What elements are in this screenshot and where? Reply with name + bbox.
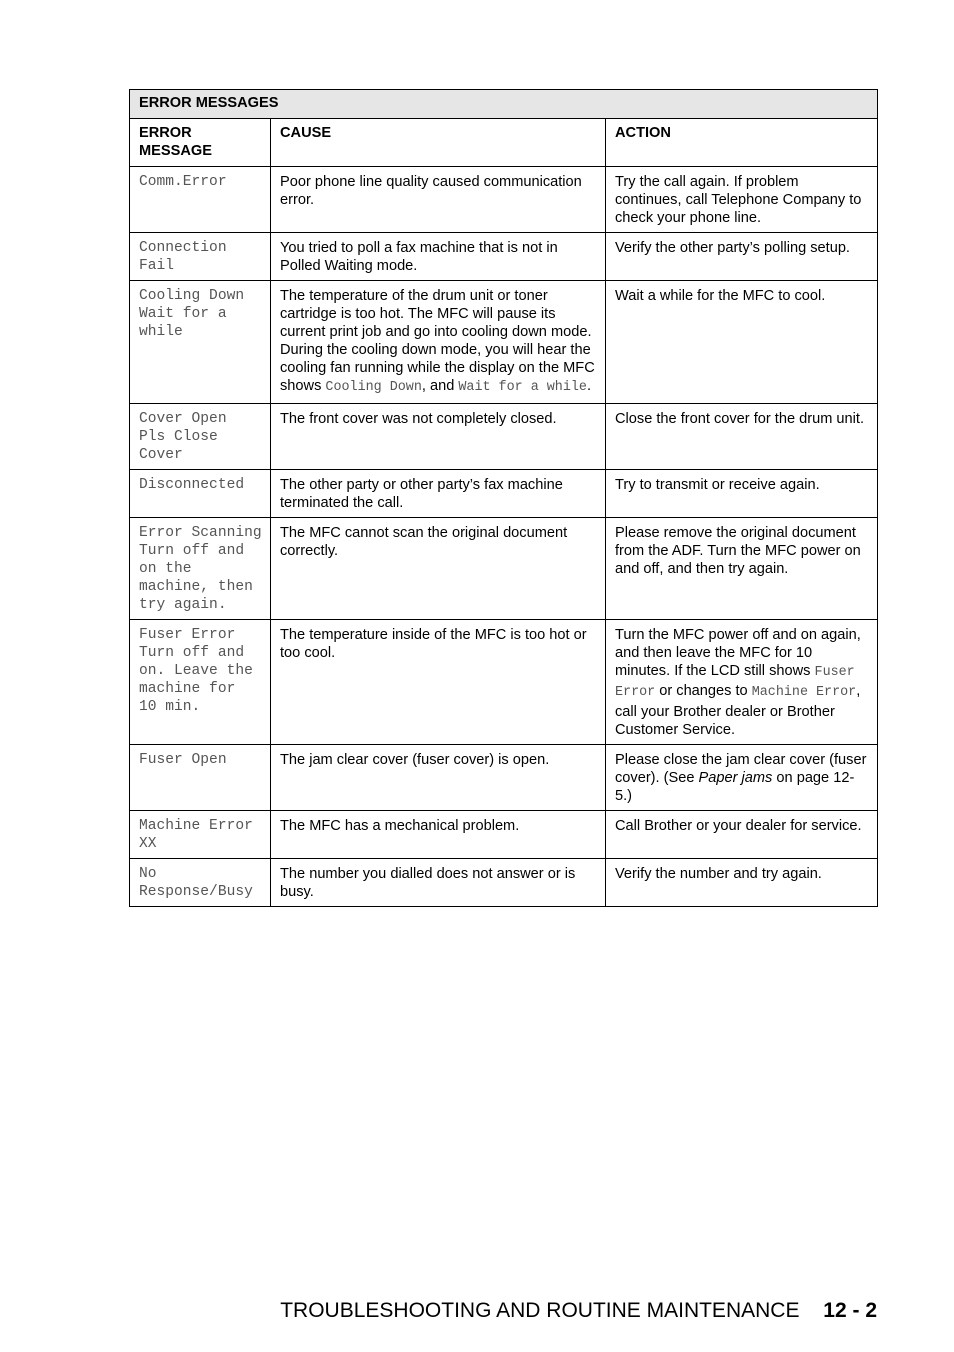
action-cell — [606, 281, 878, 404]
error-message-cell — [130, 403, 271, 469]
action-text: Please remove the original document from the ADF. Turn the MFC power on and off, and then try again. — [615, 524, 861, 577]
table-row — [130, 167, 878, 233]
error-message-line: Turn off and — [139, 644, 245, 661]
cause-cell — [271, 810, 606, 858]
error-message-cell — [130, 619, 271, 744]
error-message-cell — [130, 469, 271, 517]
error-message-line: Pls Close — [139, 428, 218, 445]
cause-cell — [271, 281, 606, 404]
page-footer — [0, 1299, 877, 1323]
table-title-row — [130, 90, 878, 119]
action-text: Wait a while for the MFC to cool. — [615, 288, 826, 304]
error-message-line: on the — [139, 560, 192, 577]
error-message-line: Cover Open — [139, 410, 227, 427]
table-row — [130, 403, 878, 469]
error-message-line: Wait for a — [139, 306, 227, 322]
action-text: Machine Error — [751, 685, 857, 700]
error-message-line: machine, then — [139, 578, 253, 595]
cause-cell — [271, 858, 606, 906]
action-text: Please close the jam clear cover (fuser cover). (See — [615, 751, 867, 786]
action-text: Try to transmit or receive again. — [615, 476, 820, 493]
error-message-line: 10 min. — [139, 698, 201, 715]
error-message-line: XX — [139, 835, 157, 852]
action-text: or changes to — [655, 683, 752, 699]
error-message-line: No — [139, 865, 157, 882]
error-message-line: Fuser Error — [139, 626, 236, 643]
footer-section-title: TROUBLESHOOTING AND ROUTINE MAINTENANCE — [280, 1299, 800, 1322]
table-title: ERROR MESSAGES — [130, 90, 878, 119]
header-cause: CAUSE — [271, 119, 606, 167]
page-number: 12 - 2 — [823, 1299, 877, 1322]
action-text: on page 12-5.) — [615, 769, 855, 804]
cause-cell — [271, 233, 606, 281]
error-message-line: Comm.Error — [139, 174, 227, 190]
error-message-line: try again. — [139, 596, 227, 613]
cause-text: The front cover was not completely closed. — [280, 410, 557, 427]
error-message-cell — [130, 744, 271, 810]
action-text: Close the front cover for the drum unit. — [615, 410, 865, 427]
error-message-cell — [130, 858, 271, 906]
action-cell — [606, 167, 878, 233]
error-messages-table — [129, 89, 878, 907]
action-text: Turn the MFC power off and on again, and then leave the MFC for 10 minutes. If the LCD still shows — [615, 626, 861, 679]
cause-text: . — [586, 378, 592, 394]
cause-cell — [271, 403, 606, 469]
action-text: Paper jams — [698, 769, 773, 786]
cause-text: The temperature inside of the MFC is too hot or too cool. — [280, 626, 587, 661]
action-text: , call your Brother dealer or Brother Customer Service. — [615, 683, 861, 738]
table-row — [130, 744, 878, 810]
cause-text: , and — [421, 378, 459, 394]
cause-text: The temperature of the drum unit or toner cartridge is too hot. The MFC will pause its current print job and go into cooling down mode. During the cooling down mode, you will hear the cooling fan running while the display on the MFC shows — [280, 288, 595, 394]
cause-text: The MFC cannot scan the original document correctly. — [280, 524, 568, 559]
table-row — [130, 810, 878, 858]
action-cell — [606, 233, 878, 281]
cause-text: The jam clear cover (fuser cover) is open. — [280, 751, 550, 768]
error-message-cell — [130, 517, 271, 619]
error-message-line: Cooling Down — [139, 288, 245, 304]
cause-text: The other party or other party’s fax machine terminated the call. — [280, 476, 563, 511]
action-text: Try the call again. If problem continues, call Telephone Company to check your phone line. — [615, 174, 862, 226]
error-message-line: Machine Error — [139, 817, 253, 834]
error-message-line: Cover — [139, 446, 183, 463]
table-row — [130, 858, 878, 906]
cause-cell — [271, 469, 606, 517]
cause-text: Cooling Down — [325, 380, 422, 395]
action-cell — [606, 858, 878, 906]
action-cell — [606, 469, 878, 517]
action-cell — [606, 403, 878, 469]
action-cell — [606, 517, 878, 619]
cause-cell — [271, 744, 606, 810]
error-message-line: Fuser Open — [139, 751, 227, 768]
error-message-line: Disconnected — [139, 476, 245, 493]
cause-text: You tried to poll a fax machine that is not in Polled Waiting mode. — [280, 240, 558, 274]
header-error-message: ERROR MESSAGE — [130, 119, 271, 167]
action-text: Verify the other party’s polling setup. — [615, 240, 850, 256]
cause-text: The MFC has a mechanical problem. — [280, 817, 520, 834]
error-message-line: Turn off and — [139, 542, 245, 559]
cause-text: Wait for a while — [458, 380, 587, 395]
action-cell — [606, 744, 878, 810]
error-message-cell — [130, 167, 271, 233]
error-message-cell — [130, 810, 271, 858]
action-text: Fuser Error — [615, 664, 855, 700]
table-header-row — [130, 119, 878, 167]
error-message-line: Fail — [139, 258, 175, 274]
table-body — [130, 167, 878, 907]
error-message-line: on. Leave the — [139, 662, 253, 679]
cause-cell — [271, 517, 606, 619]
error-message-cell — [130, 233, 271, 281]
cause-text: Poor phone line quality caused communication error. — [280, 174, 582, 208]
error-message-line: Connection — [139, 240, 227, 256]
table-row — [130, 619, 878, 744]
action-text: Verify the number and try again. — [615, 865, 822, 882]
cause-cell — [271, 619, 606, 744]
table-row — [130, 281, 878, 404]
cause-text: The number you dialled does not answer or is busy. — [280, 865, 576, 900]
header-action: ACTION — [606, 119, 878, 167]
error-message-line: Response/Busy — [139, 883, 253, 900]
action-cell — [606, 810, 878, 858]
error-message-line: while — [139, 324, 183, 340]
error-message-line: machine for — [139, 680, 236, 697]
table-row — [130, 233, 878, 281]
error-message-cell — [130, 281, 271, 404]
error-message-line: Error Scanning — [139, 524, 262, 541]
action-cell — [606, 619, 878, 744]
table-row — [130, 469, 878, 517]
action-text: Call Brother or your dealer for service. — [615, 817, 862, 834]
table-row — [130, 517, 878, 619]
cause-cell — [271, 167, 606, 233]
